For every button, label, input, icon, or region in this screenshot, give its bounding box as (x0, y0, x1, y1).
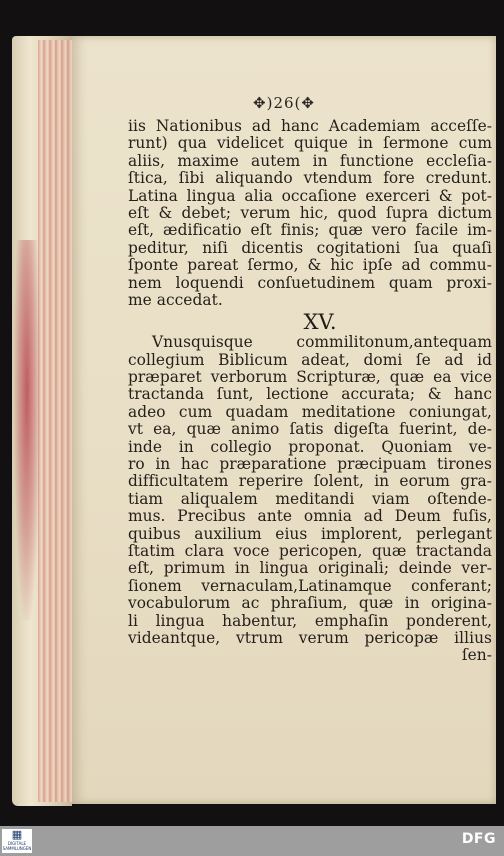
paragraph-before-section (128, 118, 492, 309)
text-line: ſtica, ſibi aliquando vtendum fore credunt. (128, 169, 492, 188)
text-line: ſionem vernaculam,Latinamque conferant; (128, 576, 492, 595)
text-line: difficultatem reperire ſolent, in eorum gra- (128, 472, 492, 491)
text-line: quibus auxilium eius implorent, perlegant (128, 524, 492, 543)
text-line: tractanda ſunt, lectione accurata; & hanc (128, 385, 492, 404)
text-line: mus. Precibus ante omnia ad Deum fuſis, (128, 507, 492, 526)
text-line: Vnusquisque commilitonum,antequam (152, 333, 492, 352)
library-logo-icon: ▦ (11, 828, 23, 841)
text-line: ſtatim clara voce pericopen, quæ tractanda (128, 541, 492, 560)
text-line: collegium Biblicum adeat, domi ſe ad id (128, 350, 492, 369)
dfg-logo: DFG (461, 831, 496, 847)
library-logo (2, 829, 32, 853)
text-line: aliis, maxime autem in functione eccleſia- (128, 151, 492, 170)
catchword: ſen- (461, 646, 492, 665)
text-line: ſponte pareat ſermo, & hic ipſe ad commu- (128, 256, 492, 275)
red-edge-stain (14, 240, 40, 620)
book-page (72, 36, 496, 804)
text-line: runt) qua videlicet quique in ſermone cum (128, 134, 492, 153)
section-number: XV. (303, 310, 337, 335)
text-line: præparet verborum Scripturæ, quæ ea vice (128, 368, 492, 387)
text-line: adeo cum quadam meditatione coniungat, (128, 402, 492, 421)
page-header: ✥)26(✥ (253, 94, 315, 112)
text-line: Latina lingua alia occaſione exerceri & pot- (128, 186, 492, 205)
text-line: peditur, niſi dicentis cogitationi ſua quaſi (128, 238, 492, 257)
text-line: eſt, primum in lingua originali; deinde ver- (128, 559, 492, 578)
text-line: tiam aliqualem meditandi viam oſtende- (128, 489, 492, 508)
text-line: iis Nationibus ad hanc Academiam acceſſe- (128, 117, 492, 135)
text-line: videantque, vtrum verum pericopæ illius (128, 628, 492, 647)
text-line: ro in hac præparatione præcipuam tirones (128, 455, 492, 474)
text-line: li lingua habentur, emphaſin ponderent, (128, 611, 492, 630)
text-line: eſt & debet; verum hic, quod ſupra dictum (128, 203, 492, 222)
text-line: nem loquendi conſuetudinem quam proxi- (128, 273, 492, 292)
text-line: vt ea, quæ animo ſatis digeſta fuerint, de- (128, 420, 492, 439)
text-line: eſt, ædificatio eſt finis; quæ vero facile im- (128, 221, 492, 240)
paragraph-after-section (128, 334, 492, 647)
viewer-footer-bar (0, 826, 504, 856)
library-logo-text: DIGITALE SAMMLUNGEN (2, 841, 32, 851)
text-line: inde in collegio proponat. Quoniam ve- (128, 437, 492, 456)
text-line: vocabulorum ac phraſium, quæ in origina- (128, 594, 492, 613)
page-text-block (128, 118, 492, 665)
text-line: me accedat. (128, 290, 223, 309)
page-stack-edge (38, 40, 74, 802)
